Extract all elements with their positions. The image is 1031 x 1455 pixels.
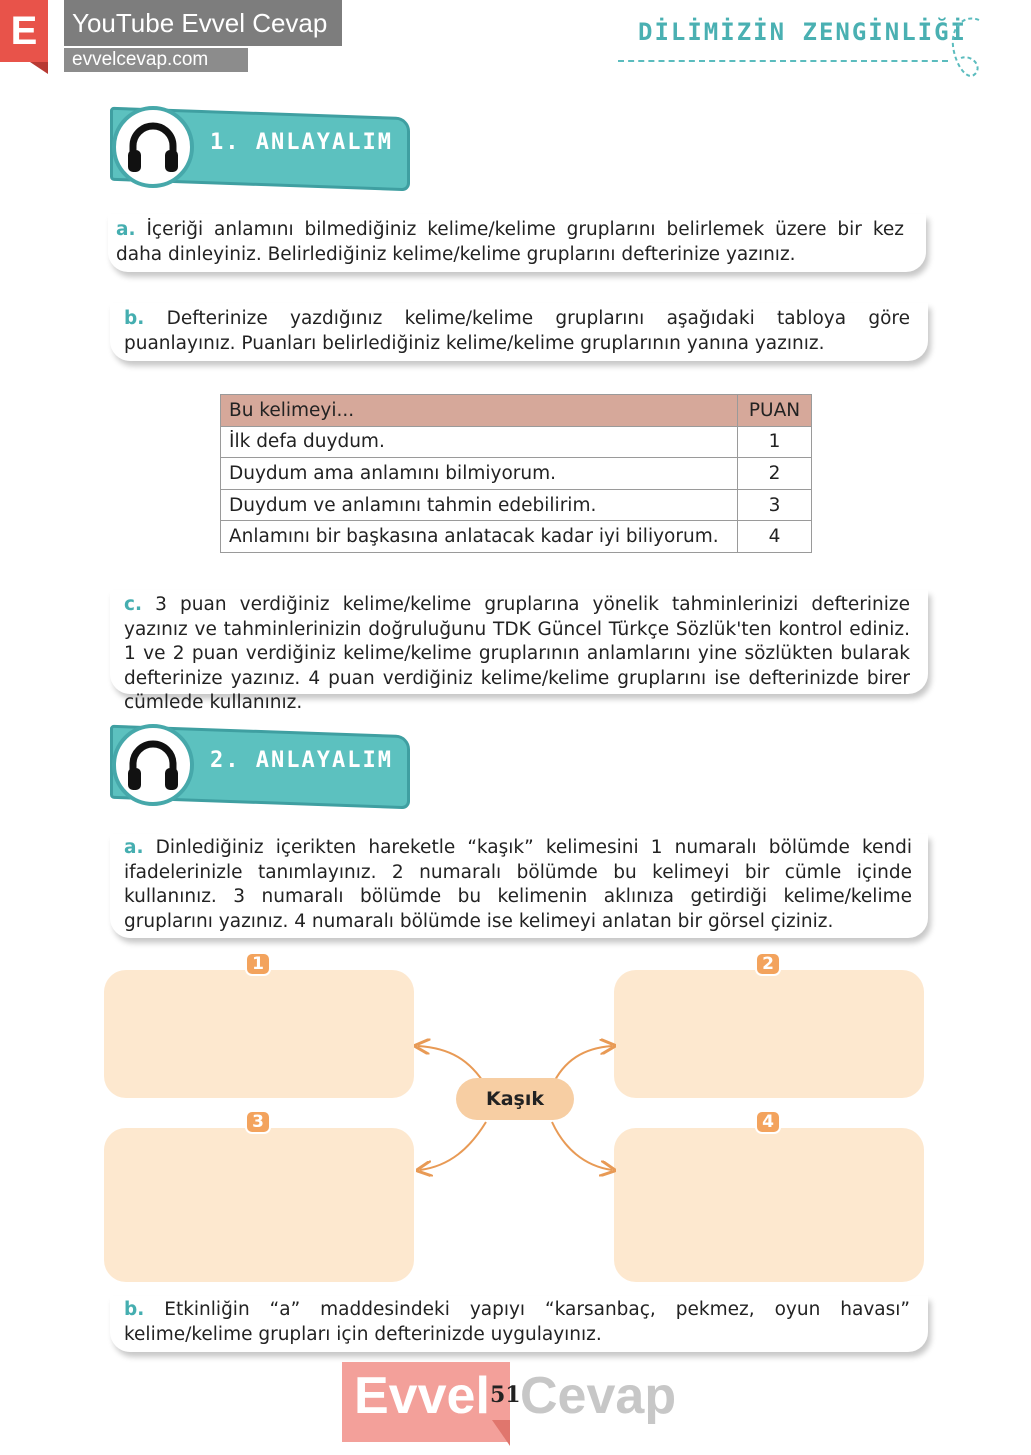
page-number: 51 <box>490 1382 521 1408</box>
brand-url[interactable]: evvelcevap.com <box>64 48 248 72</box>
footer-logo-left: Evvel <box>354 1367 490 1425</box>
box-number-badge: 4 <box>755 1110 781 1134</box>
table-header-row <box>221 395 812 427</box>
answer-box-3[interactable] <box>104 1128 414 1282</box>
table-row <box>221 426 812 458</box>
table-cell: 3 <box>738 489 812 521</box>
box-number-badge: 2 <box>755 952 781 976</box>
instruction-1b <box>110 303 928 361</box>
table-header-cell: Bu kelimeyi... <box>221 395 738 427</box>
box-number-badge: 3 <box>245 1110 271 1134</box>
answer-box-1[interactable] <box>104 970 414 1098</box>
item-letter: b. <box>124 308 145 329</box>
item-letter: a. <box>116 219 136 240</box>
item-text: 3 puan verdiğiniz kelime/kelime gruplarına yönelik tahminlerinizi defterinize yazınız ve tahminlerinizin doğruluğunu TDK Güncel Türkçe Sözlük'ten kontrol ediniz. 1 ve 2 puan verdiğiniz kelime/kelime gruplarının anlamlarını yine sözlükten bularak defterinize yazınız. 4 puan verdiğiniz kelime/kelime gruplarını ise defterinizde birer cümlede kullanınız. <box>124 594 910 713</box>
answer-box-2[interactable] <box>614 970 924 1098</box>
brand-logo-letter: E <box>0 0 48 62</box>
item-letter: c. <box>124 594 142 615</box>
table-row <box>221 521 812 553</box>
box-number-badge: 1 <box>245 952 271 976</box>
table-cell: Duydum ve anlamını tahmin edebilirim. <box>221 489 738 521</box>
table-cell: 2 <box>738 458 812 490</box>
section2-banner-label: 2. ANLAYALIM <box>210 748 393 773</box>
item-text: Etkinliğin “a” maddesindeki yapıyı “karsanbaç, pekmez, oyun havası” kelime/kelime grupları için defterinizde uygulayınız. <box>124 1299 910 1345</box>
instruction-1a <box>108 214 926 272</box>
instruction-1c <box>110 590 928 713</box>
instruction-2b <box>110 1296 928 1352</box>
footer-logo-right: Cevap <box>520 1367 677 1425</box>
answer-box-4[interactable] <box>614 1128 924 1282</box>
score-table <box>220 394 812 553</box>
mindmap-center-word: Kaşık <box>456 1078 574 1120</box>
table-cell: İlk defa duydum. <box>221 426 738 458</box>
table-cell: 4 <box>738 521 812 553</box>
footer-logo-tail <box>492 1420 510 1446</box>
section1-banner <box>104 104 416 194</box>
item-text: Dinlediğiniz içerikten hareketle “kaşık” kelimesini 1 numaralı bölümde kendi ifadelerinizle tanımlayınız. 2 numaralı bölümde bu kelimeyi bir cümle içinde kullanınız. 3 numaralı bölümde bu kelimenin aklınıza getirdiği kelime/kelime gruplarını yazınız. 4 numaralı bölümde ise kelimeyi anlatan bir görsel çiziniz. <box>124 837 912 932</box>
table-cell: Anlamını bir başkasına anlatacak kadar iyi biliyorum. <box>221 521 738 553</box>
table-row <box>221 458 812 490</box>
table-cell: 1 <box>738 426 812 458</box>
table-row <box>221 489 812 521</box>
swirl-decoration-icon <box>945 12 981 82</box>
item-text: İçeriği anlamını bilmediğiniz kelime/kelime gruplarını belirlemek üzere bir kez daha dinleyiniz. Belirlediğiniz kelime/kelime gruplarını defterinize yazınız. <box>116 219 905 265</box>
brand-title: YouTube Evvel Cevap <box>64 0 342 46</box>
item-text: Defterinize yazdığınız kelime/kelime gruplarını aşağıdaki tabloya göre puanlayınız. Puanları belirlediğiniz kelime/kelime gruplarının yanına yazınız. <box>124 308 911 354</box>
chapter-underline <box>618 60 948 62</box>
item-letter: b. <box>124 1299 145 1320</box>
section1-banner-label: 1. ANLAYALIM <box>210 130 393 155</box>
headphones-icon <box>112 724 194 806</box>
item-letter: a. <box>124 837 144 858</box>
headphones-icon <box>112 106 194 188</box>
table-cell: Duydum ama anlamını bilmiyorum. <box>221 458 738 490</box>
table-header-cell: PUAN <box>738 395 812 427</box>
chapter-title: DİLİMİZİN ZENGİNLİĞİ <box>638 18 967 46</box>
instruction-2a <box>110 834 928 938</box>
section2-banner <box>104 722 416 812</box>
